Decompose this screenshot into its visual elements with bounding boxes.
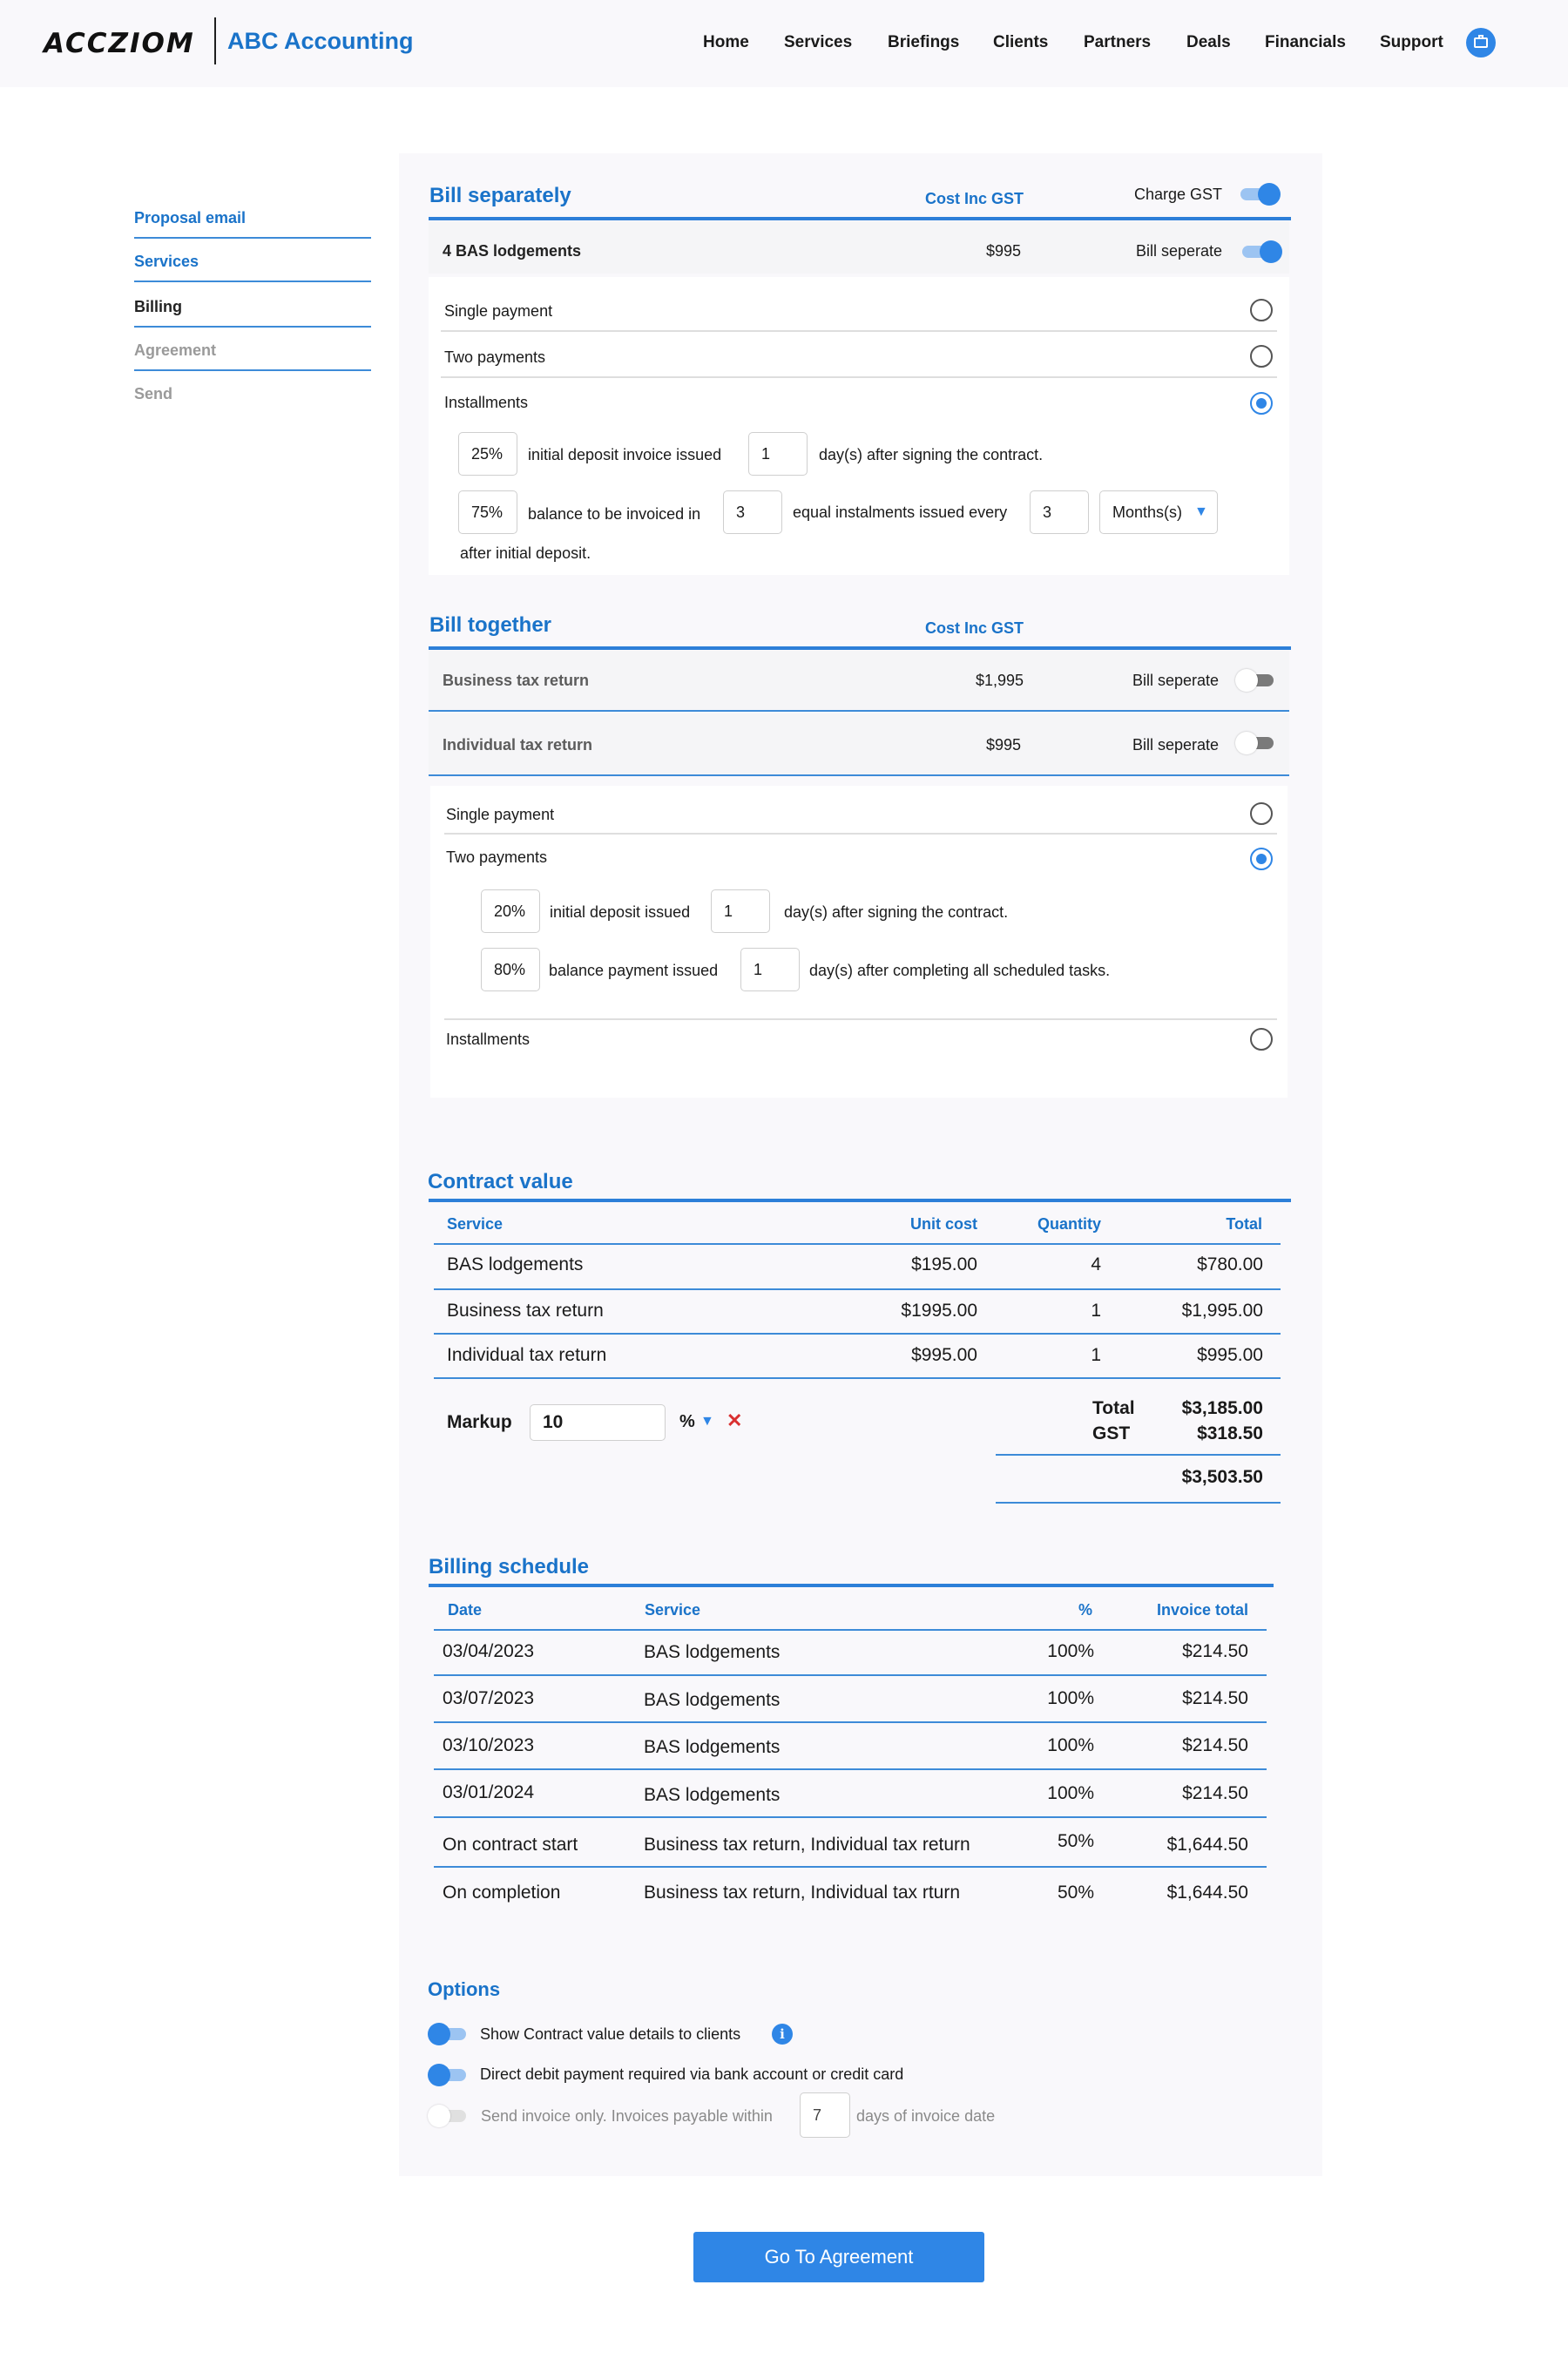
nav-support[interactable]: Support [1380, 33, 1443, 51]
schedule-percent: 50% [1057, 1831, 1094, 1851]
business-tax-name: Business tax return [443, 672, 590, 689]
table-rule [434, 1816, 1267, 1818]
individual-tax-cost: $995 [986, 736, 1022, 754]
deposit-after-text: day(s) after signing the contract. [819, 446, 1044, 463]
section-rule [429, 217, 1291, 220]
contract-row-service: Business tax return [447, 1301, 604, 1321]
option-divider [441, 330, 1277, 332]
col-service: Service [645, 1601, 701, 1619]
totals-rule [996, 1454, 1281, 1456]
schedule-date: 03/07/2023 [443, 1688, 535, 1708]
business-tax-bill-toggle[interactable] [1235, 669, 1277, 692]
option-divider [444, 1018, 1277, 1020]
single-payment-radio[interactable] [1250, 802, 1273, 825]
send-invoice-label: Send invoice only. Invoices payable within [481, 2107, 773, 2125]
schedule-total: $214.50 [1182, 1783, 1248, 1803]
options-title: Options [428, 1978, 501, 2000]
table-rule [434, 1866, 1267, 1868]
installments-label: Installments [446, 1031, 531, 1048]
schedule-total: $214.50 [1182, 1735, 1248, 1755]
contract-value-title: Contract value [428, 1170, 573, 1193]
col-service: Service [447, 1215, 504, 1233]
go-to-agreement-button[interactable]: Go To Agreement [693, 2232, 984, 2282]
info-icon[interactable]: i [772, 2024, 793, 2045]
deposit-percent-input[interactable]: 20% [481, 889, 540, 933]
schedule-date: On completion [443, 1883, 561, 1903]
two-payments-radio[interactable] [1250, 345, 1273, 368]
bas-bill-toggle[interactable] [1240, 240, 1282, 263]
col-unit-cost: Unit cost [909, 1215, 977, 1233]
bill-together-title: Bill together [429, 613, 552, 637]
two-payments-radio[interactable] [1250, 848, 1273, 870]
table-rule [434, 1377, 1281, 1379]
nav-services[interactable]: Services [784, 33, 853, 51]
schedule-total: $214.50 [1182, 1641, 1248, 1661]
total-label: Total [1092, 1398, 1135, 1418]
charge-gst-toggle[interactable] [1239, 183, 1281, 206]
contract-row-unit: $995.00 [911, 1345, 977, 1365]
option-divider [441, 376, 1277, 378]
gst-value: $318.50 [1197, 1423, 1263, 1443]
balance-text: balance payment issued [549, 962, 719, 979]
contract-row-service: Individual tax return [447, 1345, 607, 1365]
balance-text: balance to be invoiced in [528, 505, 701, 523]
balance-every-input[interactable]: 3 [1030, 490, 1089, 534]
table-rule [434, 1288, 1281, 1290]
table-rule [434, 1243, 1281, 1245]
gst-label: GST [1092, 1423, 1131, 1443]
business-tax-cost: $1,995 [976, 672, 1024, 689]
option-divider [444, 833, 1277, 835]
schedule-date: 03/10/2023 [443, 1735, 535, 1755]
nav-home[interactable]: Home [703, 33, 749, 51]
nav-briefings[interactable]: Briefings [888, 33, 960, 51]
table-rule [434, 1629, 1267, 1631]
installments-radio[interactable] [1250, 1028, 1273, 1051]
contract-row-unit: $195.00 [911, 1254, 977, 1274]
bas-item-name: 4 BAS lodgements [443, 242, 582, 260]
markup-label: Markup [447, 1412, 512, 1432]
balance-after-text: day(s) after completing all scheduled tasks. [809, 962, 1111, 979]
business-tax-bill-label: Bill seperate [1132, 672, 1220, 689]
schedule-percent: 100% [1047, 1783, 1094, 1803]
deposit-percent-input[interactable]: 25% [458, 432, 517, 476]
nav-clients[interactable]: Clients [993, 33, 1049, 51]
individual-tax-bill-label: Bill seperate [1132, 736, 1220, 754]
direct-debit-toggle[interactable] [428, 2064, 470, 2086]
contract-row-qty: 4 [1091, 1254, 1101, 1274]
table-rule [434, 1333, 1281, 1335]
contract-row-total: $1,995.00 [1181, 1301, 1263, 1321]
schedule-total: $1,644.50 [1166, 1883, 1248, 1903]
contract-row-total: $780.00 [1197, 1254, 1263, 1274]
sidebar-item-send[interactable]: Send [134, 385, 173, 402]
markup-input[interactable] [530, 1404, 666, 1441]
nav-partners[interactable]: Partners [1084, 33, 1152, 51]
balance-unit-select[interactable] [1099, 490, 1218, 534]
show-contract-toggle[interactable] [428, 2023, 470, 2045]
deposit-days-input[interactable]: 1 [711, 889, 770, 933]
balance-percent-input[interactable]: 80% [481, 948, 540, 991]
contract-row-total: $995.00 [1197, 1345, 1263, 1365]
schedule-percent: 100% [1047, 1641, 1094, 1661]
schedule-service: BAS lodgements [644, 1642, 781, 1662]
col-quantity: Quantity [1037, 1215, 1101, 1233]
single-payment-radio[interactable] [1250, 299, 1273, 321]
briefcase-icon[interactable] [1466, 28, 1496, 57]
logo-divider [214, 17, 216, 64]
contract-row-qty: 1 [1091, 1345, 1101, 1365]
sidebar-item-agreement[interactable]: Agreement [134, 329, 371, 371]
row-divider [429, 710, 1289, 712]
brand-logo[interactable]: ACCZIOM [44, 28, 195, 59]
balance-percent-input[interactable]: 75% [458, 490, 517, 534]
deposit-days-input[interactable]: 1 [748, 432, 808, 476]
deposit-after-text: day(s) after signing the contract. [784, 903, 1009, 921]
schedule-date: On contract start [443, 1835, 578, 1855]
schedule-date: 03/04/2023 [443, 1641, 535, 1661]
schedule-date: 03/01/2024 [443, 1782, 535, 1802]
chevron-down-icon[interactable]: ▼ [700, 1414, 714, 1429]
individual-tax-bill-toggle[interactable] [1235, 732, 1277, 754]
sidebar-item-billing[interactable]: Billing [134, 286, 371, 328]
nav-financials[interactable]: Financials [1265, 33, 1346, 51]
contract-row-qty: 1 [1091, 1301, 1101, 1321]
markup-unit: % [679, 1412, 695, 1431]
table-rule [434, 1674, 1267, 1676]
close-icon[interactable]: ✕ [727, 1409, 743, 1431]
bas-item-cost: $995 [986, 242, 1022, 260]
contract-row-unit: $1995.00 [901, 1301, 977, 1321]
deposit-text: initial deposit issued [550, 903, 691, 921]
schedule-total: $1,644.50 [1166, 1835, 1248, 1855]
installments-radio[interactable] [1250, 392, 1273, 415]
balance-days-input[interactable]: 1 [740, 948, 800, 991]
totals-rule [996, 1502, 1281, 1504]
balance-unit-value: Months(s) [1112, 504, 1183, 521]
single-payment-label: Single payment [446, 806, 555, 823]
schedule-total: $214.50 [1182, 1688, 1248, 1708]
col-total: Total [1226, 1215, 1262, 1233]
send-days-input[interactable]: 7 [800, 2092, 850, 2138]
billing-schedule-title: Billing schedule [429, 1555, 590, 1578]
contract-row-service: BAS lodgements [447, 1254, 584, 1274]
cost-inc-gst-head: Cost Inc GST [925, 619, 1024, 637]
schedule-percent: 100% [1047, 1688, 1094, 1708]
deposit-text: initial deposit invoice issued [528, 446, 722, 463]
col-date: Date [448, 1601, 483, 1619]
section-rule [429, 646, 1291, 650]
table-rule [434, 1768, 1267, 1770]
table-rule [434, 1721, 1267, 1723]
bill-separately-title: Bill separately [429, 184, 571, 207]
two-payments-label: Two payments [446, 848, 548, 866]
total-value: $3,185.00 [1181, 1398, 1263, 1418]
balance-mid-text: equal instalments issued every [793, 504, 1008, 521]
schedule-service: BAS lodgements [644, 1690, 781, 1710]
schedule-percent: 50% [1057, 1883, 1094, 1903]
installments-label: Installments [444, 394, 529, 411]
charge-gst-label: Charge GST [1134, 186, 1223, 203]
individual-tax-name: Individual tax return [443, 736, 593, 754]
schedule-service: Business tax return, Individual tax return [644, 1835, 970, 1855]
direct-debit-label: Direct debit payment required via bank account or credit card [480, 2065, 904, 2083]
schedule-service: BAS lodgements [644, 1737, 781, 1757]
company-name: ABC Accounting [227, 28, 414, 54]
row-divider [429, 774, 1289, 776]
chevron-down-icon: ▼ [1194, 504, 1208, 519]
section-rule [429, 1584, 1274, 1587]
top-header [0, 0, 1568, 87]
schedule-service: BAS lodgements [644, 1785, 781, 1805]
cost-inc-gst-head: Cost Inc GST [925, 190, 1024, 207]
two-payments-label: Two payments [444, 348, 546, 366]
balance-count-input[interactable]: 3 [723, 490, 782, 534]
grand-total-value: $3,503.50 [1181, 1467, 1263, 1487]
col-invoice-total: Invoice total [1156, 1601, 1248, 1619]
send-after-label: days of invoice date [856, 2107, 996, 2125]
schedule-service: Business tax return, Individual tax rturn [644, 1883, 961, 1903]
col-percent: % [1078, 1601, 1092, 1619]
single-payment-label: Single payment [444, 302, 553, 320]
schedule-percent: 100% [1047, 1735, 1094, 1755]
show-contract-label: Show Contract value details to clients [480, 2025, 741, 2043]
section-rule [429, 1199, 1291, 1202]
nav-deals[interactable]: Deals [1186, 33, 1231, 51]
send-invoice-toggle[interactable] [428, 2105, 470, 2127]
sidebar-item-proposal-email[interactable]: Proposal email [134, 197, 371, 239]
after-deposit-text: after initial deposit. [460, 544, 591, 562]
bas-bill-label: Bill seperate [1136, 242, 1223, 260]
sidebar-item-services[interactable]: Services [134, 240, 371, 282]
